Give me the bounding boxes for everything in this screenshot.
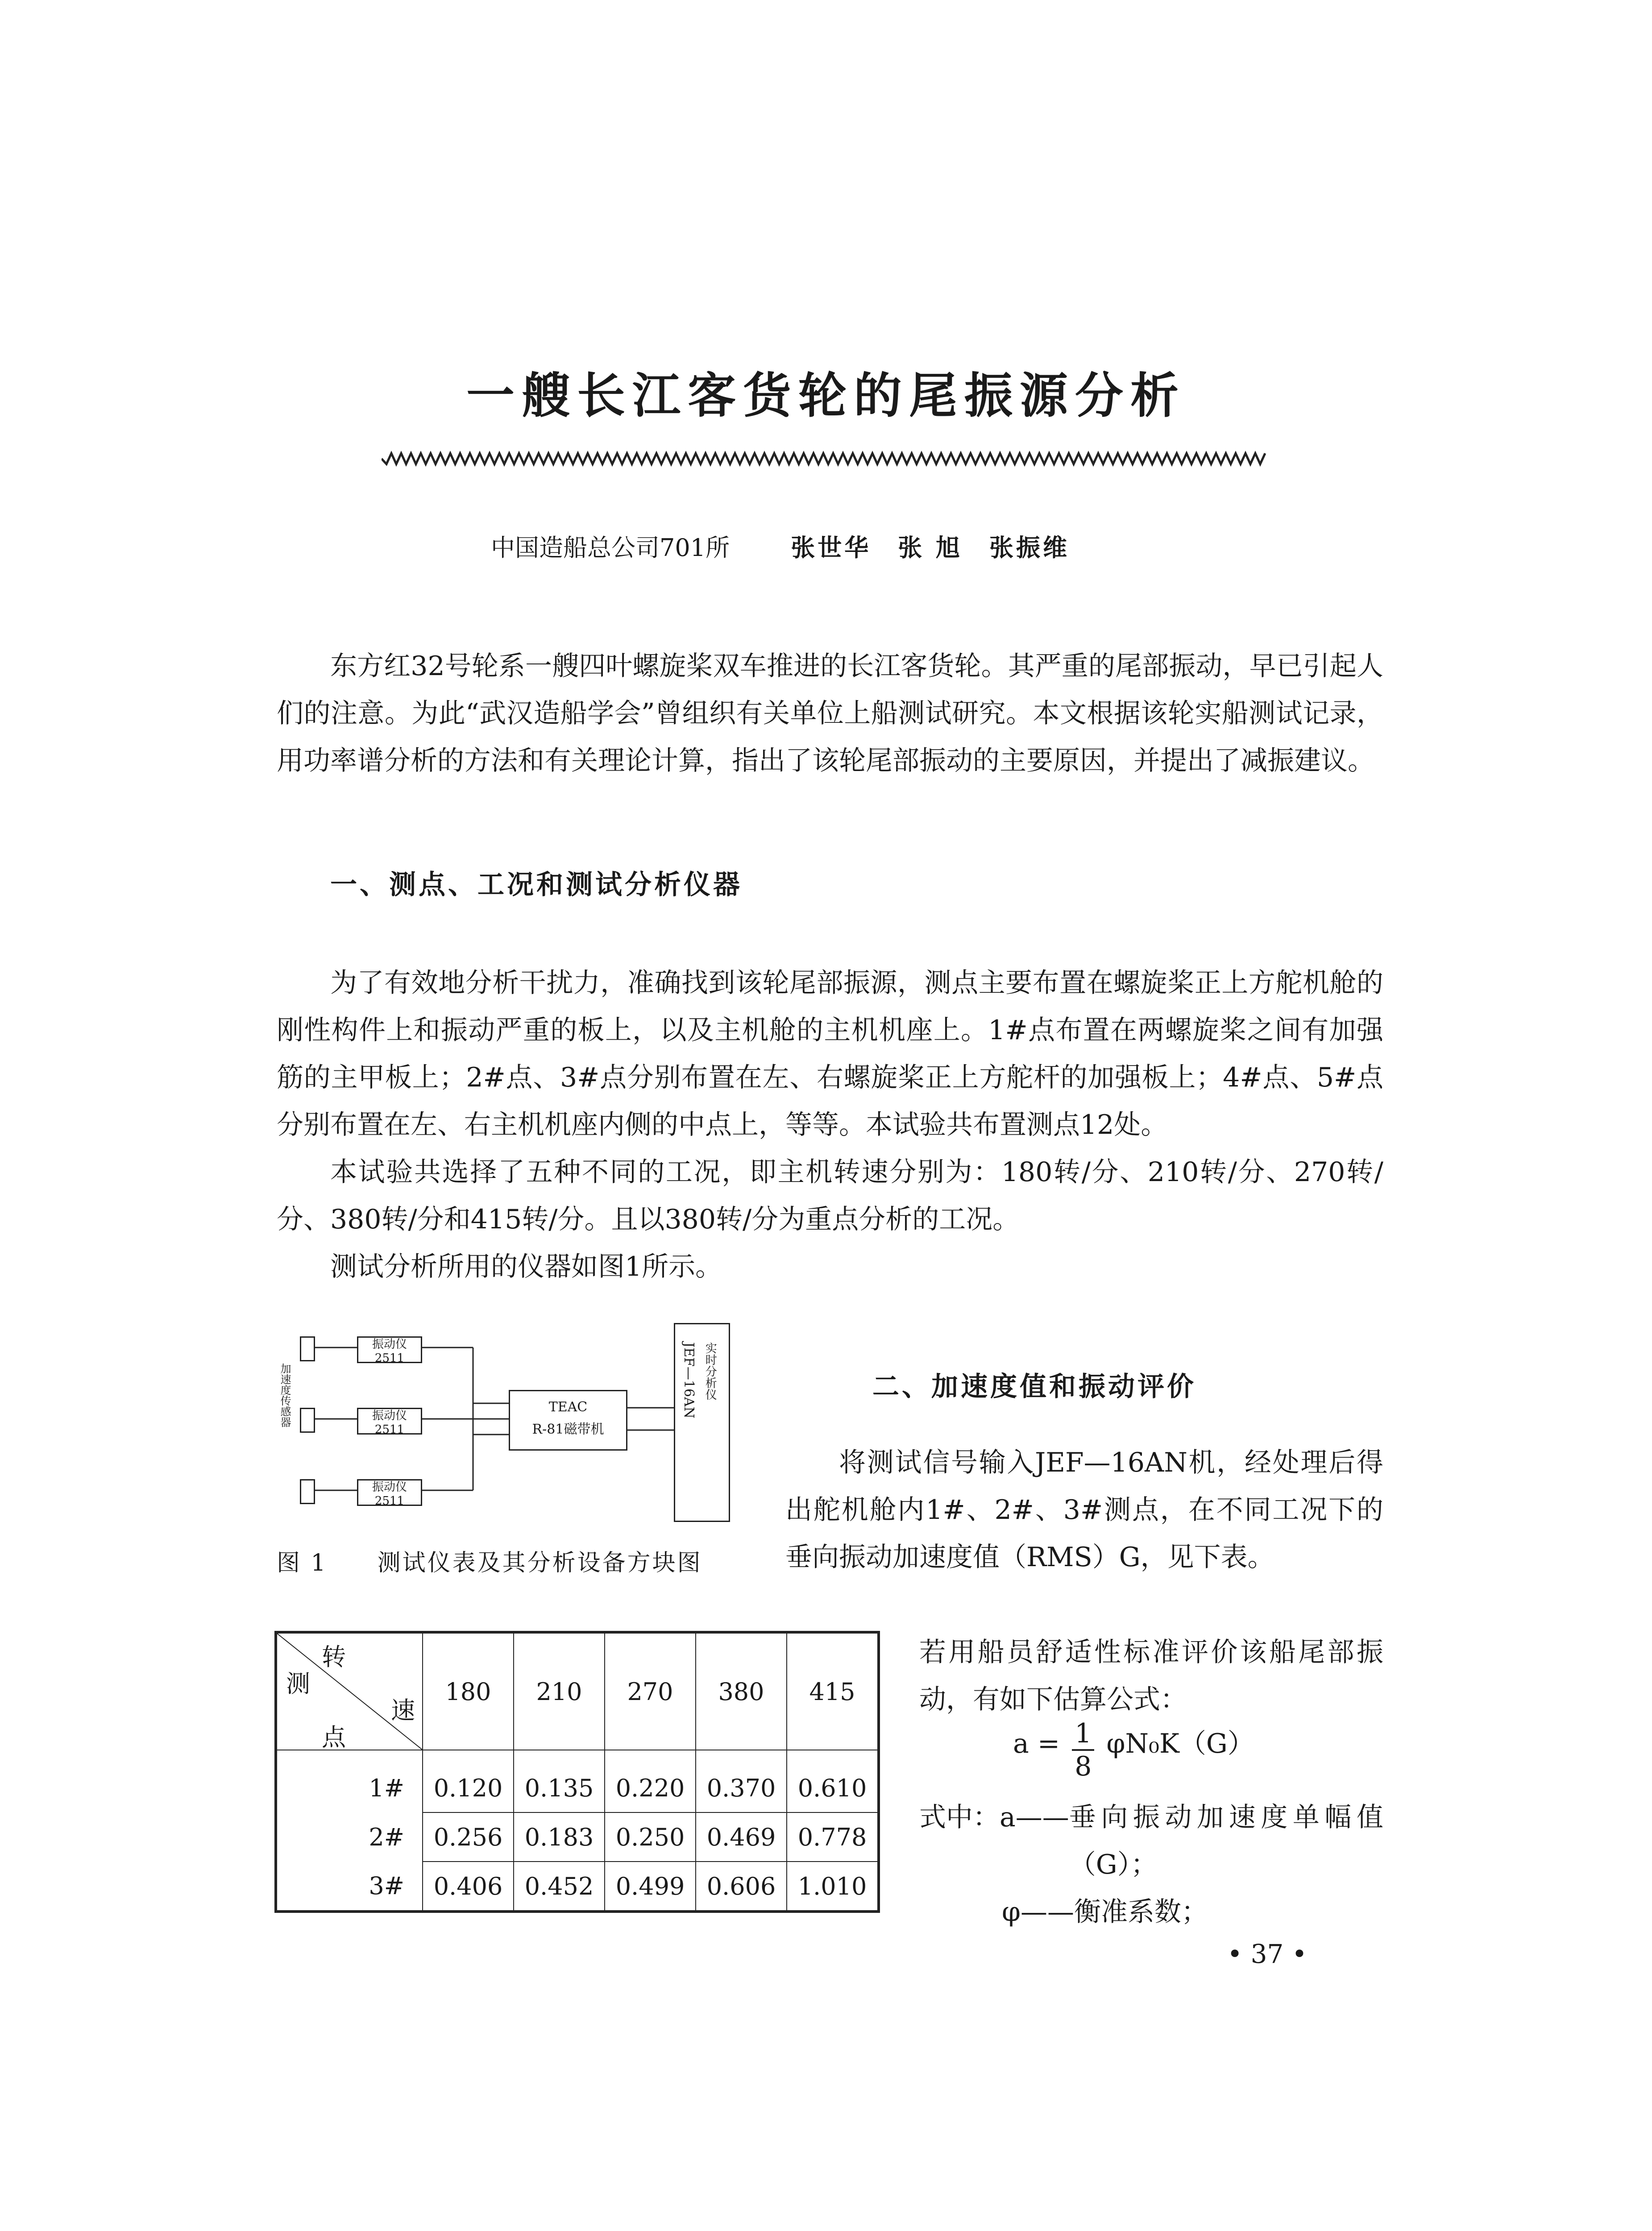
figure1-block-diagram xyxy=(277,1314,750,1537)
figure1-caption: 图 1 测试仪表及其分析设备方块图 xyxy=(277,1550,702,1576)
sensor-box xyxy=(300,1479,315,1504)
analyzer-label: JEF—16AN xyxy=(681,1342,697,1418)
formula-definitions xyxy=(919,1794,1383,1936)
sensor-box xyxy=(300,1336,315,1361)
section1-paragraph: 本试验共选择了五种不同的工况，即主机转速分别为：180转/分、210转/分、270转/分、380转/分和415转/分。且以380转/分为重点分析的工况。 xyxy=(277,1157,1383,1235)
recorder-label-line1: TEAC xyxy=(548,1399,588,1415)
section1-paragraph: 为了有效地分析干扰力，准确找到该轮尾部振源，测点主要布置在螺旋桨正上方舵机舱的刚性构件上和振动严重的板上，以及主机舱的主机机座上。1#点布置在两螺旋桨之间有加强筋的主甲板上；2#点、3#点分别布置在左、右螺旋桨正上方舵杆的加强板上；4#点、5#点分别布置在左、右主机机座内侧的中点上，等等。本试验共布置测点12处。 xyxy=(277,967,1383,1140)
table-row xyxy=(276,1812,879,1862)
section2-paragraph: 若用船员舒适性标准评价该船尾部振动，有如下估算公式： xyxy=(919,1637,1383,1715)
definition-a xyxy=(919,1794,1383,1888)
formula-lhs: a = xyxy=(1013,1728,1060,1759)
paper-title: 一艘长江客货轮的尾振源分析 xyxy=(466,368,1186,424)
table-cell: 1.010 xyxy=(787,1862,879,1912)
formula-fraction xyxy=(1072,1718,1094,1782)
authors-line xyxy=(491,529,1070,563)
table-cell: 0.778 xyxy=(787,1812,879,1862)
tape-recorder-box xyxy=(509,1390,627,1451)
analyzer-box xyxy=(674,1323,730,1522)
table-header-row xyxy=(276,1632,879,1750)
abstract xyxy=(277,643,1383,784)
speed-header: 270 xyxy=(605,1632,696,1750)
table-cell: 0.135 xyxy=(514,1750,605,1812)
acceleration-table xyxy=(274,1631,880,1913)
table-cell: 0.469 xyxy=(696,1812,787,1862)
table-cell: 0.606 xyxy=(696,1862,787,1912)
formula-numerator: 1 xyxy=(1072,1718,1094,1751)
corner-label-bottom: 点 xyxy=(322,1723,346,1751)
table-row xyxy=(276,1862,879,1912)
table-cell: 0.452 xyxy=(514,1862,605,1912)
speed-header: 180 xyxy=(423,1632,514,1750)
table-cell: 0.499 xyxy=(605,1862,696,1912)
definition-phi-text: 衡准系数； xyxy=(1074,1896,1208,1928)
vibration-meter-box: 振动仪 2511 xyxy=(357,1408,422,1435)
table-cell: 0.256 xyxy=(423,1812,514,1862)
table-cell: 0.370 xyxy=(696,1750,787,1812)
point-label: 1# xyxy=(276,1750,423,1812)
table-row xyxy=(276,1750,879,1812)
sensor-label: 加速度传感器 xyxy=(278,1363,291,1427)
title-wavy-underline xyxy=(382,450,1270,468)
table-cell: 0.406 xyxy=(423,1862,514,1912)
table-cell: 0.250 xyxy=(605,1812,696,1862)
section2-heading: 二、加速度值和振动评价 xyxy=(872,1371,1196,1402)
author-names: 张世华 张 旭 张振维 xyxy=(791,533,1070,562)
table-cell: 0.220 xyxy=(605,1750,696,1812)
vibration-meter-box: 振动仪 2511 xyxy=(357,1479,422,1506)
corner-label-left: 测 xyxy=(286,1670,310,1698)
speed-header: 210 xyxy=(514,1632,605,1750)
comfort-formula xyxy=(1013,1718,1254,1782)
table-cell: 0.610 xyxy=(787,1750,879,1812)
speed-header: 380 xyxy=(696,1632,787,1750)
table-cell: 0.120 xyxy=(423,1750,514,1812)
formula-denominator: 8 xyxy=(1075,1751,1092,1782)
recorder-label-line2: R-81磁带机 xyxy=(532,1422,604,1437)
abstract-paragraph: 东方红32号轮系一艘四叶螺旋桨双车推进的长江客货轮。其严重的尾部振动，早已引起人们的注意。为此“武汉造船学会”曾组织有关单位上船测试研究。本文根据该轮实船测试记录，用功率谱分析的方法和有关理论计算，指出了该轮尾部振动的主要原因，并提出了减振建议。 xyxy=(277,651,1383,776)
section1-body xyxy=(277,959,1383,1290)
analyzer-sublabel: 实时分析仪 xyxy=(703,1342,717,1400)
section1-heading: 一、测点、工况和测试分析仪器 xyxy=(330,869,743,900)
section2-para2 xyxy=(919,1629,1383,1723)
corner-label-top: 转 xyxy=(322,1643,346,1671)
table-corner-cell xyxy=(276,1632,423,1750)
section2-para1 xyxy=(785,1439,1383,1581)
definition-phi xyxy=(919,1888,1383,1936)
page-number: • 37 • xyxy=(1227,1939,1307,1969)
definition-phi-label: φ—— xyxy=(1002,1896,1075,1928)
table-cell: 0.183 xyxy=(514,1812,605,1862)
section2-paragraph: 将测试信号输入JEF—16AN机，经处理后得出舵机舱内1#、2#、3#测点，在不同工况下的垂向振动加速度值（RMS）G，见下表。 xyxy=(785,1447,1383,1573)
definition-a-label: 式中：a—— xyxy=(919,1802,1069,1833)
vibration-meter-box: 振动仪 2511 xyxy=(357,1336,422,1363)
point-label: 2# xyxy=(276,1812,423,1862)
point-label: 3# xyxy=(276,1862,423,1912)
speed-header: 415 xyxy=(787,1632,879,1750)
author-institution: 中国造船总公司701所 xyxy=(491,534,730,562)
corner-label-right: 速 xyxy=(391,1696,415,1725)
sensor-box xyxy=(300,1408,315,1433)
section1-paragraph: 测试分析所用的仪器如图1所示。 xyxy=(330,1251,722,1282)
definition-a-text: 垂向振动加速度单幅值（G）； xyxy=(1069,1802,1383,1880)
formula-rhs: φN₀K（G） xyxy=(1106,1728,1254,1759)
